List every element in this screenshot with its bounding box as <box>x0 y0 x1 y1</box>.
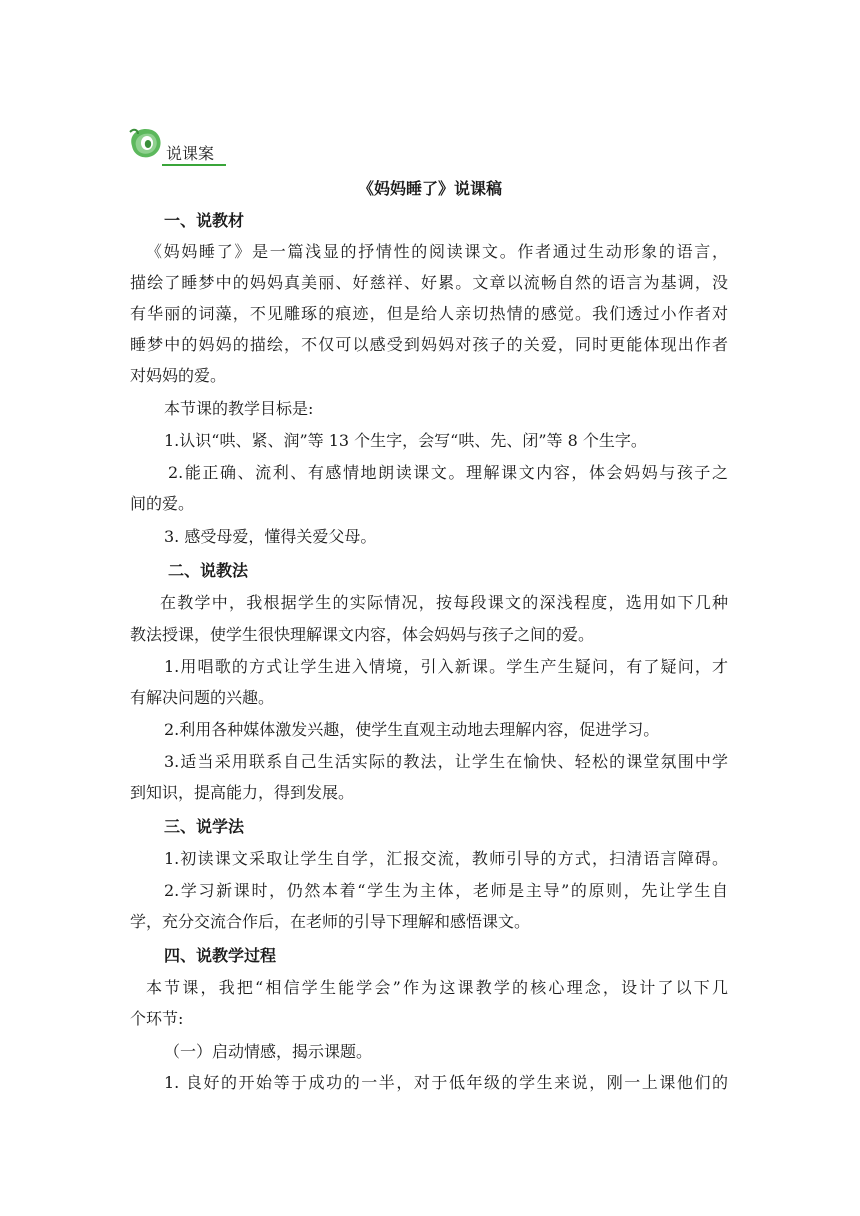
page-header <box>126 124 236 164</box>
list-item-goal-2: 2.能正确、流利、有感情地朗读课文。理解课文内容，体会妈妈与孩子之 <box>168 463 728 482</box>
paragraph-line: 学，充分交流合作后，在老师的引导下理解和感悟课文。 <box>130 912 531 931</box>
paragraph-line: 个环节: <box>130 1009 184 1028</box>
paragraph-line: 在教学中，我根据学生的实际情况，按每段课文的深浅程度，选用如下几种 <box>160 593 728 612</box>
list-item-study-2: 2.学习新课时，仍然本着“学生为主体，老师是主导”的原则，先让学生自 <box>164 881 728 900</box>
list-item-process-1: 1. 良好的开始等于成功的一半，对于低年级的学生来说，刚一上课他们的 <box>164 1073 728 1092</box>
paragraph-line: 有华丽的词藻，不见雕琢的痕迹，但是给人亲切热情的感觉。我们透过小作者对 <box>130 304 728 323</box>
paragraph-line: 本节课的教学目标是: <box>164 399 314 418</box>
paragraph-line: 教法授课，使学生很快理解课文内容，体会妈妈与孩子之间的爱。 <box>130 625 595 644</box>
list-item-goal-3: 3. 感受母爱，懂得关爱父母。 <box>164 527 377 546</box>
paragraph-line: 《妈妈睡了》是一篇浅显的抒情性的阅读课文。作者通过生动形象的语言， <box>146 242 728 261</box>
paragraph-line: 描绘了睡梦中的妈妈真美丽、好慈祥、好累。文章以流畅自然的语言为基调，没 <box>130 273 728 292</box>
paragraph-line: 本节课，我把“相信学生能学会”作为这课教学的核心理念，设计了以下几 <box>146 978 728 997</box>
section-heading-1: 一、说教材 <box>164 211 245 230</box>
list-item-method-1: 1.用唱歌的方式让学生进入情境，引入新课。学生产生疑问，有了疑问，才 <box>164 657 728 676</box>
paragraph-line: 间的爱。 <box>130 494 195 513</box>
section-heading-3: 三、说学法 <box>164 817 245 836</box>
header-label: 说课案 <box>166 144 215 163</box>
list-item-goal-1: 1.认识“哄、紧、润”等 13 个生字，会写“哄、先、闭”等 8 个生字。 <box>164 431 647 450</box>
list-item-method-3: 3.适当采用联系自己生活实际的教法，让学生在愉快、轻松的课堂氛围中学 <box>164 752 728 771</box>
section-heading-4: 四、说教学过程 <box>164 946 277 965</box>
list-item-study-1: 1.初读课文采取让学生自学，汇报交流，教师引导的方式，扫清语言障碍。 <box>164 849 728 868</box>
section-heading-2: 二、说教法 <box>168 561 249 580</box>
paragraph-line: 到知识，提高能力，得到发展。 <box>130 783 355 802</box>
paragraph-line: 睡梦中的妈妈的描绘，不仅可以感受到妈妈对孩子的关爱，同时更能体现出作者 <box>130 335 728 354</box>
list-item-method-2: 2.利用各种媒体激发兴趣，使学生直观主动地去理解内容，促进学习。 <box>164 720 660 739</box>
header-underline <box>162 164 226 166</box>
green-leaf-logo-icon <box>126 124 166 160</box>
document-title: 《妈妈睡了》说课稿 <box>357 179 502 198</box>
paragraph-line: 对妈妈的爱。 <box>130 366 227 385</box>
paragraph-line: 有解决问题的兴趣。 <box>130 688 275 707</box>
subsection-heading: （一）启动情感，揭示课题。 <box>164 1042 373 1061</box>
